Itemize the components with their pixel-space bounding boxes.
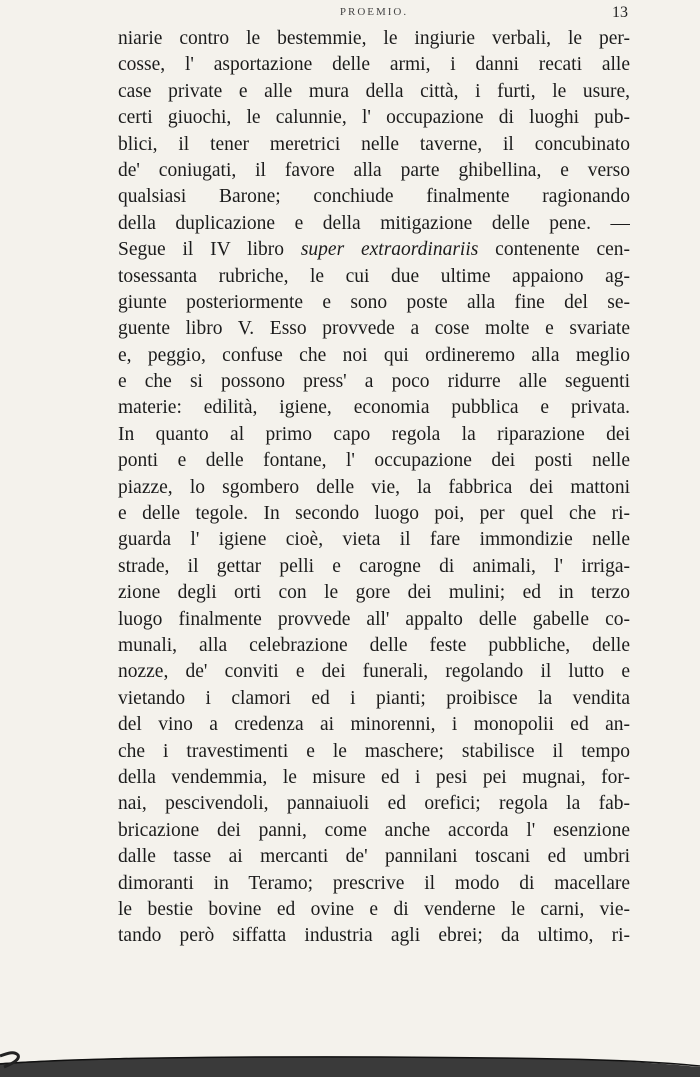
text-line: munali, alla celebrazione delle feste pubbliche, delle [118, 634, 630, 656]
body-text [118, 26, 630, 950]
text-line: tosessanta rubriche, le cui due ultime appaiono ag- [118, 265, 630, 287]
text-line: bricazione dei panni, come anche accorda l' esenzione [118, 819, 630, 841]
text-line: cosse, l' asportazione delle armi, i danni recati alle [118, 54, 630, 76]
text-line: qualsiasi Barone; conchiude finalmente ragionando [118, 186, 630, 208]
text-line: guarda l' igiene cioè, vieta il fare immondizie nelle [118, 529, 630, 551]
text-segment: Segue il IV libro [118, 239, 301, 261]
text-line: de' coniugati, il favore alla parte ghibellina, e verso [118, 159, 630, 181]
text-line: piazze, lo sgombero delle vie, la fabbrica dei mattoni [118, 476, 630, 498]
text-line: e, peggio, confuse che noi qui ordineremo alla meglio [118, 344, 630, 366]
text-line: zione degli orti con le gore dei mulini; ed in terzo [118, 582, 630, 604]
text-line: nai, pescivendoli, pannaiuoli ed orefici; regola la fab- [118, 793, 630, 815]
italic-title: super extraordinariis [300, 239, 479, 261]
text-line: tando però siffatta industria agli ebrei; da ultimo, ri- [118, 925, 630, 947]
text-line: case private e alle mura della città, i furti, le usure, [118, 80, 630, 102]
text-line: dimoranti in Teramo; prescrive il modo di macellare [118, 872, 630, 894]
page-bottom-edge [0, 1041, 700, 1077]
text-line: della vendemmia, le misure ed i pesi pei mugnai, for- [118, 766, 630, 788]
text-line: ponti e delle fontane, l' occupazione dei posti nelle [118, 450, 630, 472]
text-line: giunte posteriormente e sono poste alla fine del se- [118, 291, 630, 313]
text-line [118, 237, 630, 263]
text-line: del vino a credenza ai minorenni, i monopolii ed an- [118, 714, 630, 736]
running-title: PROEMIO. [339, 6, 409, 18]
page-number: 13 [612, 4, 628, 21]
page-header [118, 4, 630, 26]
text-line: guente libro V. Esso provvede a cose molte e svariate [118, 318, 630, 340]
text-line: dalle tasse ai mercanti de' pannilani toscani ed umbri [118, 846, 630, 868]
text-line: nozze, de' conviti e dei funerali, regolando il lutto e [118, 661, 630, 683]
text-line: blici, il tener meretrici nelle taverne, il concubinato [118, 133, 630, 155]
text-line: strade, il gettar pelli e carogne di animali, l' irriga- [118, 555, 630, 577]
text-segment: contenente cen- [478, 239, 630, 261]
text-line: della duplicazione e della mitigazione delle pene. — [118, 212, 630, 234]
text-line: In quanto al primo capo regola la riparazione dei [118, 423, 630, 445]
text-line: e che si possono press' a poco ridurre alle seguenti [118, 371, 630, 393]
text-line: che i travestimenti e le maschere; stabilisce il tempo [118, 740, 630, 762]
text-line: vietando i clamori ed i pianti; proibisce la vendita [118, 687, 630, 709]
text-line: luogo finalmente provvede all' appalto delle gabelle co- [118, 608, 630, 630]
text-line: materie: edilità, igiene, economia pubblica e privata. [118, 397, 630, 419]
text-line: e delle tegole. In secondo luogo poi, per quel che ri- [118, 503, 630, 525]
text-line: niarie contro le bestemmie, le ingiurie verbali, le per- [118, 28, 630, 49]
text-line: le bestie bovine ed ovine e di venderne le carni, vie- [118, 898, 630, 920]
text-line: certi giuochi, le calunnie, l' occupazione di luoghi pub- [118, 107, 630, 129]
